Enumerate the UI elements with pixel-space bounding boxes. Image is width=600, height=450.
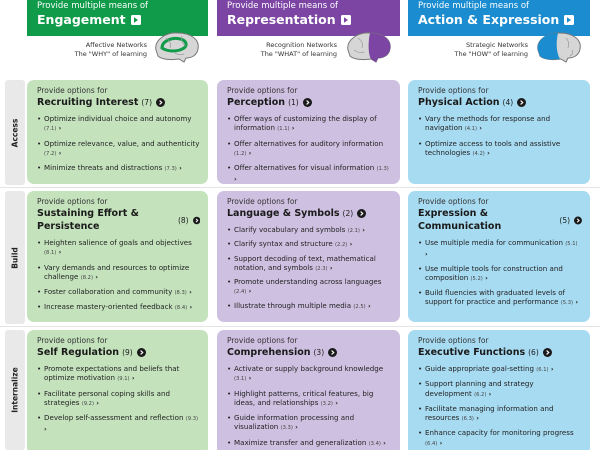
guideline-title: Comprehension (227, 347, 311, 358)
chevron-right-icon: › (362, 226, 365, 234)
guideline-number: (7) (141, 98, 152, 107)
checkpoint-text: Offer alternatives for visual information (234, 163, 375, 173)
checkpoint-text: Facilitate personal coping skills and strategies (44, 388, 170, 407)
guideline-title: Expression & Communication (418, 208, 502, 232)
guideline-title: Self Regulation (37, 347, 120, 358)
cell-pre: Provide options for (418, 197, 489, 206)
guideline-number: (6) (528, 348, 539, 357)
brain-icon (344, 30, 394, 64)
cell-pre: Provide options for (227, 86, 298, 95)
guideline-number: (8) (177, 215, 189, 225)
language-symbols-title[interactable] (227, 207, 392, 220)
guideline-number: (9) (122, 348, 133, 357)
chevron-right-icon: › (575, 298, 578, 307)
guideline-title: Executive Functions (418, 347, 526, 358)
checkpoint-text: Offer ways of customizing the display of information (234, 114, 377, 133)
checkpoint-code: (6.1) (536, 367, 549, 373)
perception-cell (217, 80, 400, 184)
cell-pre: Provide options for (227, 197, 298, 206)
action-why: The "HOW" of learning (454, 50, 528, 58)
checkpoint-text: Clarify syntax and structure (234, 239, 333, 249)
checkpoint-text: Support planning and strategy development (425, 379, 534, 398)
checkpoint-text: Build fluencies with graduated levels of support for practice and performance (425, 288, 566, 307)
checkpoint-list (418, 114, 582, 159)
checkpoint-text: Promote expectations and beliefs that optimize motivation (44, 364, 180, 383)
checkpoint-text: Maximize transfer and generalization (234, 437, 367, 447)
checkpoint-text: Vary demands and resources to optimize challenge (44, 262, 190, 281)
checkpoint-item[interactable] (37, 238, 200, 259)
action-network-label (408, 41, 528, 59)
language-symbols-cell (217, 191, 400, 322)
row-label-build-text: Build (10, 246, 20, 269)
checkpoint-item[interactable] (37, 389, 200, 410)
representation-why: The "WHAT" of learning (260, 50, 337, 58)
checkpoint-item[interactable] (227, 225, 392, 236)
checkpoint-item[interactable] (418, 364, 582, 375)
guideline-number: (3) (313, 348, 325, 357)
row-label-internalize (5, 330, 25, 450)
comprehension-title[interactable] (227, 346, 392, 359)
checkpoint-code: (8.3) (174, 290, 187, 297)
checkpoint-text: Enhance capacity for monitoring progress (425, 428, 574, 438)
chevron-right-icon: › (383, 438, 386, 447)
checkpoint-item[interactable] (227, 413, 392, 434)
row-label-access-text: Access (10, 118, 20, 147)
checkpoint-text: Heighten salience of goals and objectives (44, 238, 192, 247)
checkpoint-text: Develop self-assessment and reflection (44, 413, 184, 423)
checkpoint-text: Optimize relevance, value, and authenticity (44, 138, 200, 148)
checkpoint-code: (6.3) (461, 416, 474, 423)
checkpoint-code: (3.1) (234, 376, 247, 383)
arrow-circle-icon (193, 216, 200, 225)
checkpoint-item[interactable] (227, 277, 392, 298)
checkpoint-code: (7.3) (164, 166, 177, 173)
checkpoint-text: Highlight patterns, critical features, big ideas, and relationships (234, 388, 374, 407)
representation-network-label (217, 41, 337, 59)
checkpoint-code: (5.1) (565, 241, 578, 247)
checkpoint-text: Use multiple media for communication (425, 238, 563, 247)
cell-pre: Provide options for (37, 336, 108, 345)
chevron-right-icon: › (425, 250, 428, 259)
self-regulation-cell (27, 330, 208, 450)
arrow-circle-icon (156, 98, 165, 107)
checkpoint-code: (4.1) (464, 126, 478, 133)
arrow-right-icon (131, 15, 141, 25)
checkpoint-text: Guide information processing and visualization (234, 413, 355, 432)
engagement-title: Engagement (37, 12, 126, 27)
sustaining-effort-cell (27, 191, 208, 322)
checkpoint-code: (6.4) (425, 440, 438, 447)
representation-header (217, 0, 400, 66)
expression-communication-title[interactable] (418, 207, 582, 233)
arrow-circle-icon (137, 348, 146, 357)
checkpoint-code: (5.2) (470, 275, 483, 282)
chevron-right-icon: › (44, 425, 47, 434)
checkpoint-item[interactable] (418, 404, 582, 425)
checkpoint-item[interactable] (418, 379, 582, 400)
checkpoint-code: (1.2) (234, 150, 247, 157)
recruiting-interest-cell (27, 80, 208, 184)
checkpoint-code: (6.2) (474, 391, 487, 398)
checkpoint-item[interactable] (227, 139, 392, 160)
arrow-circle-icon (328, 348, 337, 357)
chevron-right-icon: › (131, 374, 135, 383)
checkpoint-code: (3.3) (280, 425, 293, 432)
chevron-right-icon: › (367, 301, 371, 310)
row-divider (0, 326, 600, 327)
chevron-right-icon: › (485, 273, 488, 282)
arrow-circle-icon (517, 98, 526, 107)
checkpoint-text: Activate or supply background knowledge (234, 364, 384, 373)
chevron-right-icon: › (479, 124, 482, 133)
checkpoint-item[interactable] (418, 139, 582, 160)
guideline-title: Physical Action (418, 97, 500, 108)
action-title-row[interactable] (418, 12, 582, 28)
action-network: Strategic Networks (466, 41, 528, 49)
checkpoint-text: Facilitate managing information and resources (425, 403, 554, 423)
cell-pre: Provide options for (37, 86, 108, 95)
chevron-right-icon: › (189, 288, 192, 297)
checkpoint-item[interactable] (227, 254, 392, 275)
engagement-network-label (27, 41, 147, 59)
checkpoint-list (37, 364, 200, 435)
checkpoint-code: (3.2) (320, 400, 333, 407)
expression-communication-cell (408, 191, 590, 322)
checkpoint-text: Increase mastery-oriented feedback (44, 302, 173, 312)
checkpoint-list (227, 225, 392, 312)
checkpoint-item[interactable] (227, 389, 392, 410)
checkpoint-item[interactable] (37, 302, 200, 313)
chevron-right-icon: › (58, 124, 62, 133)
checkpoint-code: (5.3) (560, 300, 574, 307)
row-label-access (5, 80, 25, 185)
checkpoint-text: Offer alternatives for auditory information (234, 138, 384, 148)
checkpoint-list (227, 114, 392, 184)
cell-pre: Provide options for (37, 197, 108, 206)
chevron-right-icon: › (179, 164, 182, 173)
chevron-right-icon: › (189, 303, 193, 312)
engagement-header (27, 0, 208, 66)
row-divider (0, 187, 600, 188)
checkpoint-item[interactable] (227, 239, 392, 250)
brain-icon (534, 30, 584, 64)
arrow-right-icon (564, 15, 574, 25)
checkpoint-text: Illustrate through multiple media (234, 300, 352, 310)
chevron-right-icon: › (96, 398, 99, 407)
checkpoint-text: Optimize access to tools and assistive technologies (425, 138, 561, 157)
guideline-title: Recruiting Interest (37, 97, 139, 108)
sustaining-effort-title[interactable] (37, 207, 200, 233)
guideline-number: (4) (502, 98, 514, 107)
checkpoint-item[interactable] (37, 364, 200, 385)
checkpoint-item[interactable] (227, 364, 392, 385)
chevron-right-icon: › (58, 248, 62, 257)
checkpoint-item[interactable] (418, 428, 582, 449)
action-title: Action & Expression (418, 12, 560, 27)
checkpoint-code: (9.1) (117, 376, 130, 383)
checkpoint-code: (1.3) (376, 166, 389, 173)
engagement-network: Affective Networks (85, 41, 147, 49)
arrow-circle-icon (357, 209, 366, 218)
representation-network: Recognition Networks (266, 41, 337, 49)
engagement-title-row[interactable] (37, 12, 200, 28)
row-label-build (5, 191, 25, 324)
checkpoint-item[interactable] (418, 288, 582, 309)
checkpoint-text: Clarify vocabulary and symbols (234, 225, 346, 234)
checkpoint-list (227, 364, 392, 449)
representation-title: Representation (227, 12, 336, 27)
executive-functions-cell (408, 330, 590, 450)
comprehension-cell (217, 330, 400, 450)
chevron-right-icon: › (234, 175, 237, 184)
guideline-title: Sustaining Effort & Persistence (37, 208, 139, 232)
chevron-right-icon: › (476, 414, 479, 423)
chevron-right-icon: › (248, 148, 252, 157)
checkpoint-item[interactable] (418, 238, 582, 260)
guideline-title: Perception (227, 97, 286, 108)
checkpoint-text: Guide appropriate goal-setting (425, 364, 534, 373)
cell-pre: Provide options for (418, 336, 489, 345)
engagement-why: The "WHY" of learning (74, 50, 147, 58)
checkpoint-item[interactable] (37, 139, 200, 160)
checkpoint-code: (7.1) (44, 126, 57, 133)
chevron-right-icon: › (248, 287, 252, 296)
chevron-right-icon: › (329, 263, 333, 272)
checkpoint-code: (7.2) (44, 150, 57, 157)
engagement-pre: Provide multiple means of (37, 1, 149, 11)
chevron-right-icon: › (439, 438, 443, 447)
checkpoint-item[interactable] (37, 287, 200, 298)
chevron-right-icon: › (335, 398, 338, 407)
checkpoint-item[interactable] (37, 263, 200, 284)
chevron-right-icon: › (487, 148, 490, 157)
checkpoint-code: (8.2) (80, 274, 93, 281)
chevron-right-icon: › (248, 374, 252, 383)
arrow-circle-icon (303, 98, 312, 107)
row-label-internalize-text: Internalize (10, 367, 20, 413)
arrow-circle-icon (543, 348, 552, 357)
cell-pre: Provide options for (418, 86, 489, 95)
chevron-right-icon: › (291, 124, 295, 133)
checkpoint-code: (2.5) (353, 303, 366, 310)
checkpoint-code: (9.3) (185, 416, 199, 423)
checkpoint-code: (2.2) (335, 242, 348, 249)
chevron-right-icon: › (95, 272, 98, 281)
action-header (408, 0, 590, 66)
representation-pre: Provide multiple means of (227, 1, 339, 11)
checkpoint-text: Foster collaboration and community (44, 287, 173, 297)
checkpoint-item[interactable] (227, 301, 392, 312)
checkpoint-code: (4.2) (472, 150, 485, 157)
checkpoint-item[interactable] (227, 438, 392, 449)
physical-action-title[interactable] (418, 96, 582, 109)
chevron-right-icon: › (58, 148, 62, 157)
checkpoint-code: (8.4) (174, 305, 188, 312)
checkpoint-code: (3.4) (368, 440, 381, 447)
checkpoint-code: (9.2) (81, 400, 94, 407)
chevron-right-icon: › (295, 423, 298, 432)
guideline-number: (5) (559, 215, 571, 225)
checkpoint-code: (2.1) (347, 228, 360, 234)
checkpoint-text: Vary the methods for response and navigation (425, 114, 551, 133)
brain-icon (152, 30, 202, 64)
checkpoint-item[interactable] (227, 163, 392, 184)
guideline-number: (1) (288, 98, 299, 107)
checkpoint-item[interactable] (37, 413, 200, 435)
executive-functions-title[interactable] (418, 346, 582, 359)
checkpoint-list (37, 114, 200, 174)
checkpoint-item[interactable] (37, 114, 200, 135)
checkpoint-code: (1.1) (277, 126, 290, 133)
chevron-right-icon: › (349, 240, 353, 249)
checkpoint-item[interactable] (227, 114, 392, 135)
checkpoint-list (418, 364, 582, 449)
representation-title-row[interactable] (227, 12, 392, 28)
checkpoint-text: Optimize individual choice and autonomy (44, 114, 192, 123)
perception-title[interactable] (227, 96, 392, 109)
checkpoint-item[interactable] (418, 114, 582, 135)
physical-action-cell (408, 80, 590, 184)
arrow-circle-icon (574, 216, 582, 225)
checkpoint-item[interactable] (37, 163, 200, 174)
cell-pre: Provide options for (227, 336, 298, 345)
chevron-right-icon: › (488, 389, 492, 398)
checkpoint-list (37, 238, 200, 314)
guideline-number: (2) (342, 209, 354, 218)
checkpoint-text: Minimize threats and distractions (44, 163, 163, 173)
checkpoint-code: (8.1) (44, 250, 57, 257)
self-regulation-title[interactable] (37, 346, 200, 359)
arrow-right-icon (341, 15, 351, 25)
checkpoint-code: (2.4) (234, 289, 247, 296)
checkpoint-code: (2.3) (315, 265, 328, 272)
checkpoint-list (418, 238, 582, 309)
chevron-right-icon: › (550, 365, 554, 373)
guideline-title: Language & Symbols (227, 208, 340, 219)
checkpoint-text: Promote understanding across languages (234, 277, 382, 287)
checkpoint-item[interactable] (418, 264, 582, 285)
checkpoint-text: Use multiple tools for construction and composition (425, 263, 563, 282)
recruiting-interest-title[interactable] (37, 96, 200, 109)
checkpoint-text: Support decoding of text, mathematical notation, and symbols (234, 253, 376, 272)
action-pre: Provide multiple means of (418, 1, 530, 11)
